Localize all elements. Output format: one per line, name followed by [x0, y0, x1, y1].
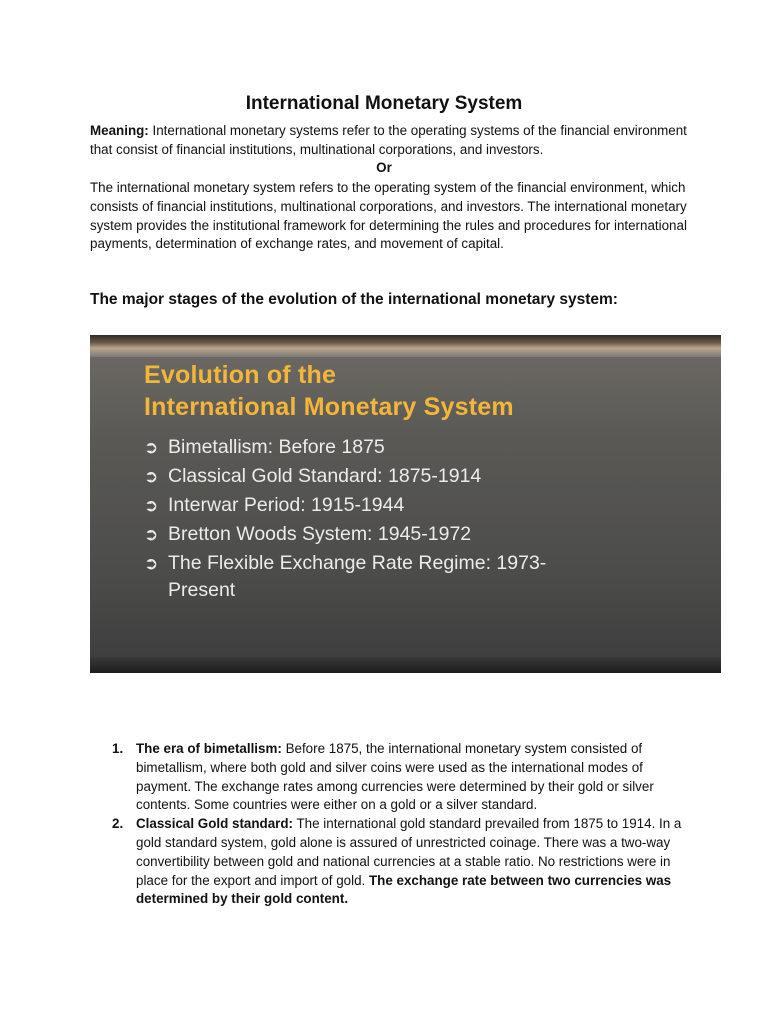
slide-bullet-text: Classical Gold Standard: 1875-1914 — [168, 465, 482, 487]
slide-bullet-text: Bimetallism: Before 1875 — [168, 436, 385, 458]
slide-bullet-text: The Flexible Exchange Rate Regime: 1973- — [168, 552, 547, 574]
arrow-bullet-icon: ➲ — [144, 525, 159, 544]
list-item-number: 2. — [112, 816, 124, 832]
list-item-label: Classical Gold standard: — [136, 816, 294, 832]
list-item-number: 1. — [112, 741, 124, 756]
list-item-text: Before 1875, the international monetary system consisted of bimetallism, where both gold and silver coins were used as the international modes of payment. The exchange rates among currencies were determined by their gold or silver contents. Some countries were either on a gold or a silver standard. — [136, 741, 654, 813]
slide-bottom-band — [90, 657, 721, 673]
arrow-bullet-icon: ➲ — [144, 438, 159, 457]
evolution-slide-image — [90, 335, 721, 673]
list-item-bold-tail: The exchange rate between two currencies was determined by their gold content. — [136, 872, 672, 907]
meaning-paragraph — [90, 122, 690, 160]
slide-bullet-text: Interwar Period: 1915-1944 — [168, 494, 405, 516]
slide-title-line-2: International Monetary System — [144, 393, 514, 421]
slide-bullet-item — [144, 462, 546, 491]
slide-bullet-item — [144, 520, 546, 549]
slide-bullet-text: Bretton Woods System: 1945-1972 — [168, 523, 472, 545]
slide-title-line-1: Evolution of the — [144, 361, 337, 389]
meaning-text: International monetary systems refer to the operating systems of the financial environment that consist of financial institutions, multinational corporations, and investors. — [90, 123, 687, 157]
list-item-label: The era of bimetallism: — [136, 741, 282, 756]
slide-bullet-continuation: Present — [168, 579, 236, 601]
slide-bullet-item — [144, 491, 546, 520]
arrow-bullet-icon: ➲ — [144, 554, 159, 573]
slide-title — [144, 359, 514, 423]
numbered-list — [112, 740, 682, 909]
section-heading: The major stages of the evolution of the international monetary system: — [90, 291, 618, 308]
arrow-bullet-icon: ➲ — [144, 496, 159, 515]
list-item-text: The international gold standard prevailed from 1875 to 1914. In a gold standard system, gold alone is assured of unrestricted coinage. There was a two-way convertibility between gold and national currencies at a stable ratio. No restrictions were in place for the export and import of gold. — [136, 816, 682, 888]
list-item — [112, 740, 682, 815]
slide-bullet-list — [144, 433, 546, 602]
definition-paragraph: The international monetary system refers to the operating system of the financial environment, which consists of financial institutions, multinational corporations, and investors. The international monetary system provides the institutional framework for determining the rules and procedures for international payments, determination of exchange rates, and movement of capital. — [90, 180, 687, 252]
meaning-label: Meaning: — [90, 123, 149, 138]
slide-bullet-item — [144, 433, 546, 462]
list-item — [112, 815, 682, 909]
slide-bullet-item — [144, 549, 546, 602]
page-title: International Monetary System — [245, 93, 523, 114]
or-separator: Or — [376, 160, 392, 175]
slide-top-band — [90, 335, 721, 357]
arrow-bullet-icon: ➲ — [144, 467, 159, 486]
